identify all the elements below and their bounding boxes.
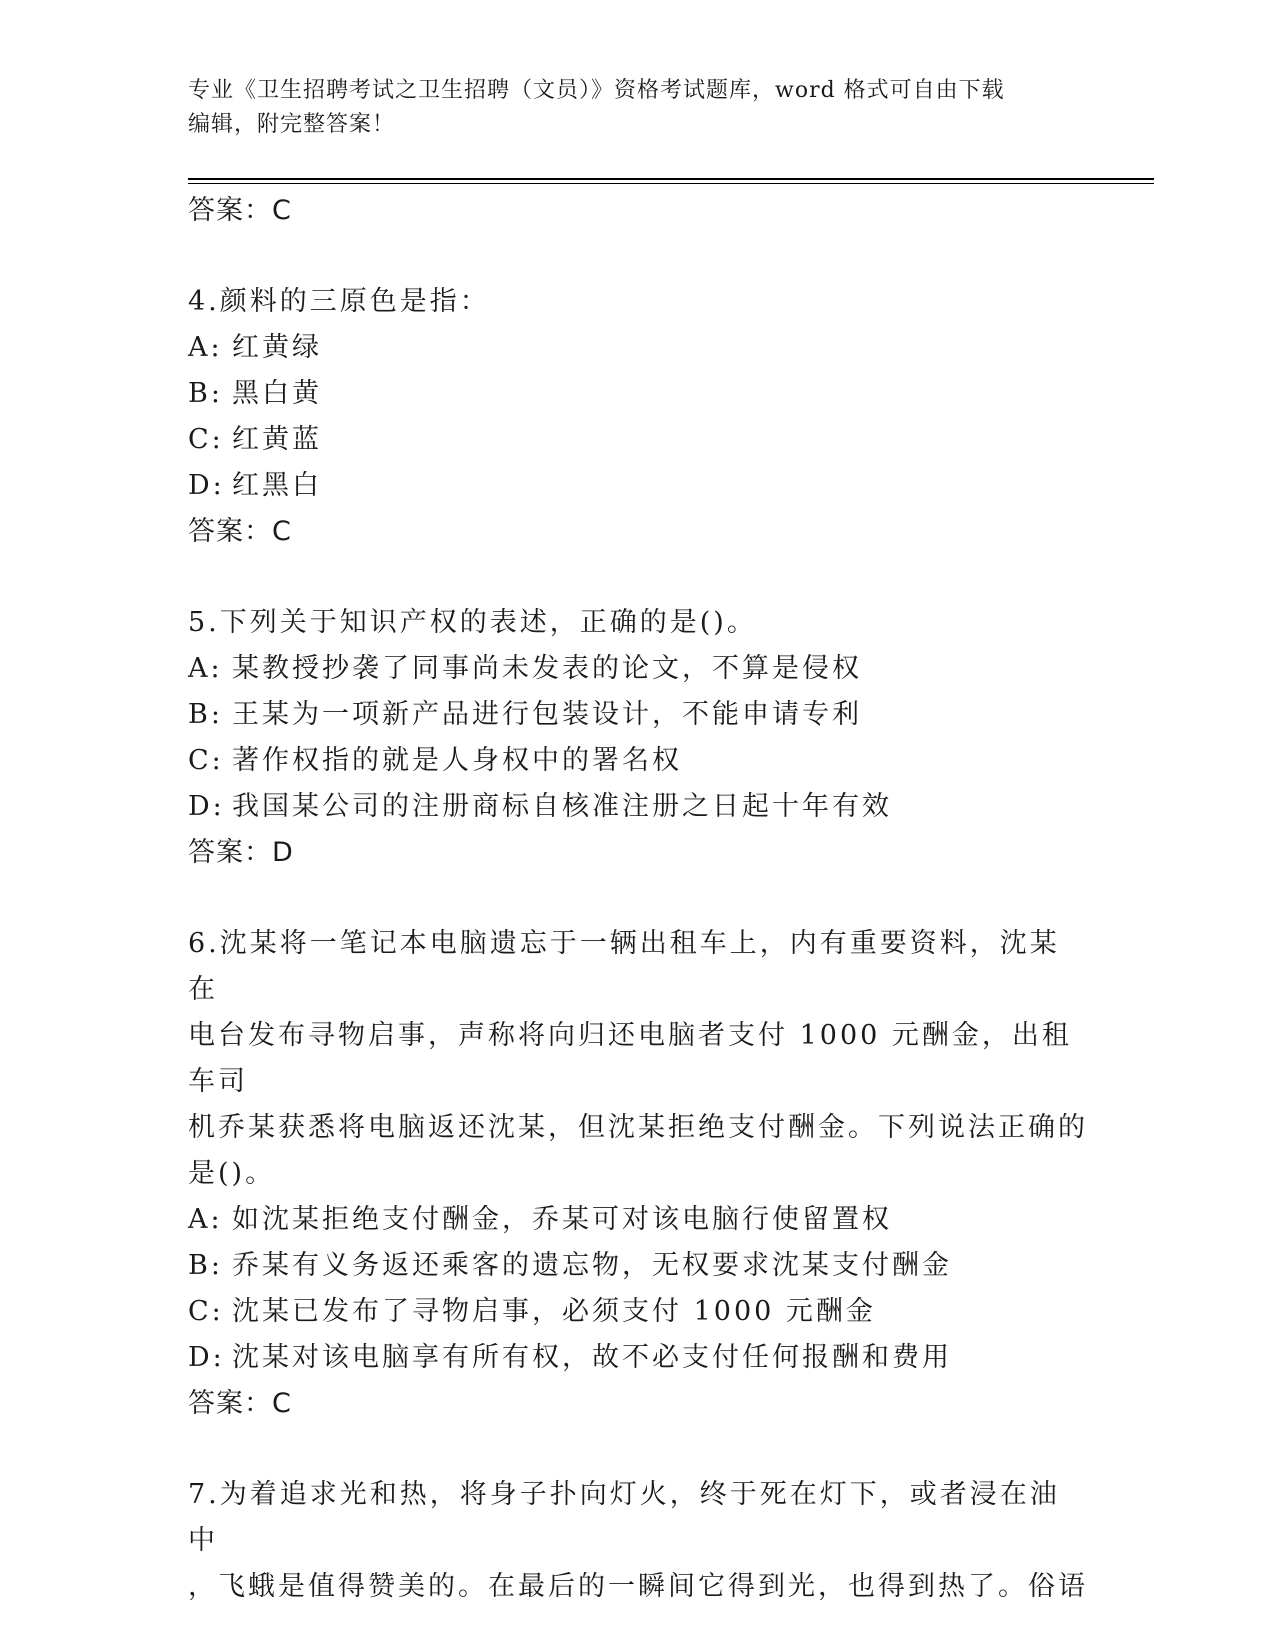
option-label: C: bbox=[188, 1296, 224, 1327]
option-d bbox=[188, 784, 1088, 830]
question-4 bbox=[188, 279, 1088, 555]
option-d bbox=[188, 1335, 1088, 1381]
stem-line: 机乔某获悉将电脑返还沈某，但沈某拒绝支付酬金。下列说法正确的 bbox=[188, 1112, 1088, 1143]
option-label: D: bbox=[188, 791, 225, 822]
option-d bbox=[188, 463, 1088, 509]
question-stem: 5.下列关于知识产权的表述，正确的是()。 bbox=[188, 607, 757, 638]
option-a bbox=[188, 325, 1088, 371]
option-c bbox=[188, 738, 1088, 784]
option-a bbox=[188, 646, 1088, 692]
answer-line: 答案：C bbox=[188, 516, 292, 547]
document-header bbox=[188, 74, 1068, 142]
option-label: D: bbox=[188, 470, 225, 501]
question-7 bbox=[188, 1472, 1088, 1610]
option-c bbox=[188, 1289, 1088, 1335]
stem-line: ，飞蛾是值得赞美的。在最后的一瞬间它得到光，也得到热了。俗语 bbox=[188, 1571, 1088, 1602]
option-text: 沈某对该电脑享有所有权，故不必支付任何报酬和费用 bbox=[232, 1342, 952, 1373]
header-line-1: 专业《卫生招聘考试之卫生招聘（文员）》资格考试题库，word 格式可自由下载 bbox=[188, 78, 1005, 103]
option-text: 沈某已发布了寻物启事，必须支付 1000 元酬金 bbox=[232, 1296, 876, 1327]
option-label: A: bbox=[188, 1204, 223, 1235]
question-stem bbox=[188, 1472, 1088, 1610]
header-divider-secondary bbox=[188, 183, 1154, 184]
option-label: C: bbox=[188, 424, 224, 455]
answer-line: 答案：C bbox=[188, 1388, 292, 1419]
option-text: 红黄绿 bbox=[232, 332, 322, 363]
option-label: B: bbox=[188, 1250, 223, 1281]
option-text: 如沈某拒绝支付酬金，乔某可对该电脑行使留置权 bbox=[232, 1204, 892, 1235]
question-5 bbox=[188, 600, 1088, 876]
stem-line: 6.沈某将一笔记本电脑遗忘于一辆出租车上，内有重要资料，沈某在 bbox=[188, 928, 1060, 1005]
question-stem: 4.颜料的三原色是指： bbox=[188, 286, 490, 317]
stem-line: 7.为着追求光和热，将身子扑向灯火，终于死在灯下，或者浸在油中 bbox=[188, 1479, 1060, 1556]
option-label: A: bbox=[188, 332, 223, 363]
option-text: 红黄蓝 bbox=[232, 424, 322, 455]
option-label: D: bbox=[188, 1342, 225, 1373]
option-text: 红黑白 bbox=[232, 470, 322, 501]
header-divider bbox=[188, 178, 1154, 180]
option-label: B: bbox=[188, 378, 223, 409]
option-text: 某教授抄袭了同事尚未发表的论文，不算是侵权 bbox=[232, 653, 862, 684]
stem-line: 是()。 bbox=[188, 1158, 276, 1189]
option-text: 黑白黄 bbox=[232, 378, 322, 409]
question-6 bbox=[188, 921, 1088, 1427]
option-c bbox=[188, 417, 1088, 463]
option-label: B: bbox=[188, 699, 223, 730]
option-a bbox=[188, 1197, 1088, 1243]
option-text: 著作权指的就是人身权中的署名权 bbox=[232, 745, 682, 776]
option-text: 乔某有义务返还乘客的遗忘物，无权要求沈某支付酬金 bbox=[232, 1250, 952, 1281]
option-b bbox=[188, 692, 1088, 738]
answer-line: 答案：C bbox=[188, 195, 292, 226]
option-label: C: bbox=[188, 745, 224, 776]
answer-line: 答案：D bbox=[188, 837, 294, 868]
option-text: 王某为一项新产品进行包装设计，不能申请专利 bbox=[232, 699, 862, 730]
question-list bbox=[188, 188, 1088, 1610]
option-b bbox=[188, 371, 1088, 417]
option-b bbox=[188, 1243, 1088, 1289]
option-text: 我国某公司的注册商标自核准注册之日起十年有效 bbox=[232, 791, 892, 822]
option-label: A: bbox=[188, 653, 223, 684]
header-line-2: 编辑，附完整答案！ bbox=[188, 112, 396, 137]
stem-line: 电台发布寻物启事，声称将向归还电脑者支付 1000 元酬金，出租车司 bbox=[188, 1020, 1072, 1097]
question-stem bbox=[188, 921, 1088, 1197]
